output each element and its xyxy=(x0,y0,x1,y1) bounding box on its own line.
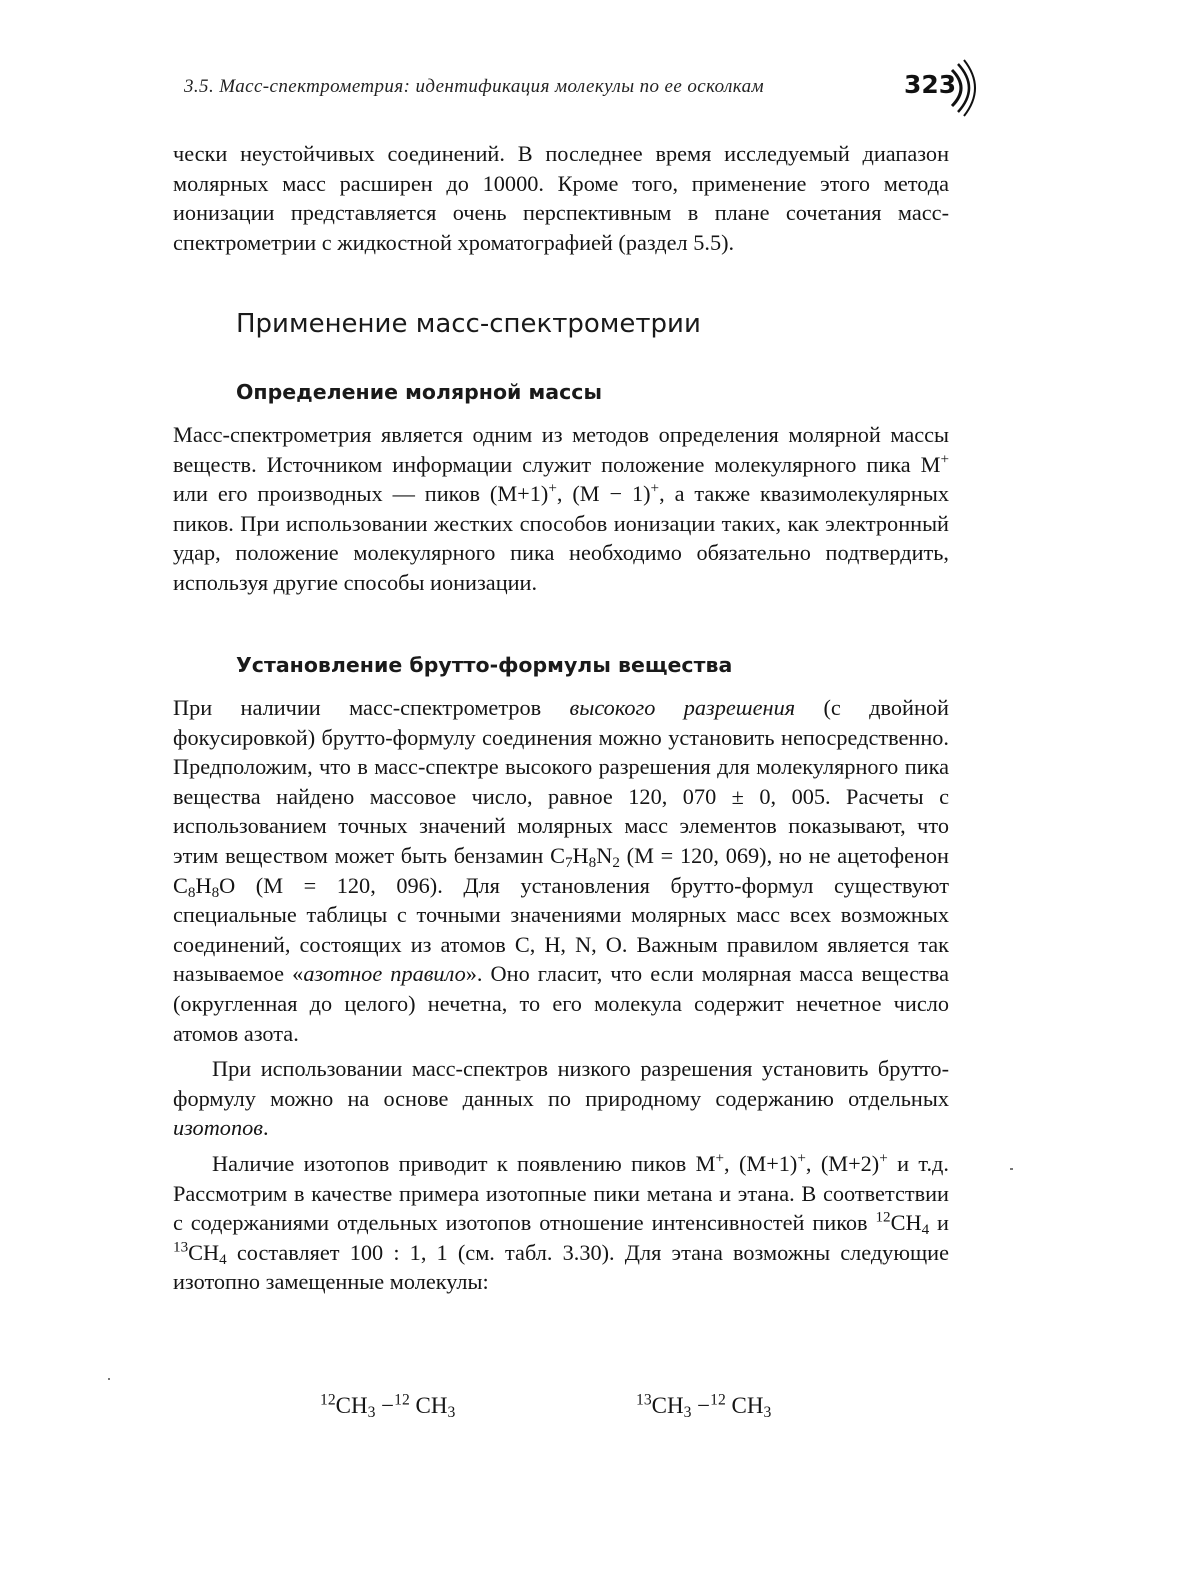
running-header-title: 3.5. Масс-спектрометрия: идентификация молекулы по ее осколкам xyxy=(184,76,765,97)
molar-mass-paragraph: Масс-спектрометрия является одним из методов определения молярной массы веществ. Источником информации служит положение молекулярного пика M+ или его производных — пиков (M+1)+, (M − 1)+, а также квазимолекулярных пиков. При использовании жестких способов ионизации таких, как электронный удар, положение молекулярного пика необходимо обязательно подтвердить, используя другие способы ионизации. xyxy=(173,422,949,595)
formula-13ch3-12ch3: $^{13}CH_3 -^{12}$ $CH_3$ xyxy=(636,1391,772,1421)
isotope-peaks-paragraph: Наличие изотопов приводит к появлению пиков M+, (M+1)+, (M+2)+ и т.д. Рассмотрим в качестве примера изотопные пики метана и этана. В соответствии с содержаниями отдельных изотопов отношение интенсивностей пиков $^{12}CH_4$ и $^{13}CH_4$ составляет 100 : 1, 1 (см. табл. 3.30). Для этана возможны следующие изотопно замещенные молекулы: xyxy=(173,1149,949,1295)
high-resolution-paragraph: При наличии масс-спектрометров высокого разрешения (с двойной фокусировкой) брутто-формулу соединения можно установить непосредственно. Предположим, что в масс-спектре высокого разрешения для молекулярного пика вещества найдено массовое число, равное 120, 070 ± 0, 005. Расчеты с использованием точных значений молярных масс элементов показывают, что этим веществом может быть бензамин $C_7H_8N_2$ (M = 120, 069), но не ацетофенон $C_8H_8O$ (M = 120, 096). Для установления брутто-формул существуют специальные таблицы с точными значениями молярных масс всех возможных соединений, состоящих из атомов C, H, N, O. Важным правилом является так называемое «азотное правило». Оно гласит, что если молярная масса вещества (округленная до целого) нечетна, то его молекула содержит нечетное число атомов азота. xyxy=(173,695,950,1046)
term-nitrogen-rule: азотное правило xyxy=(303,961,466,987)
subsection-heading-gross-formula: Установление брутто-формулы вещества xyxy=(236,653,733,677)
scan-speck xyxy=(108,1378,110,1380)
page-number: 323 xyxy=(904,70,957,99)
term-isotopes: изотопов xyxy=(173,1115,263,1141)
subsection-heading-molar-mass: Определение молярной массы xyxy=(236,380,602,404)
low-resolution-paragraph: При использовании масс-спектров низкого разрешения установить брутто-формулу можно на основе данных по природному содержанию отдельных изотопов. xyxy=(173,1056,949,1141)
intro-paragraph-block xyxy=(173,139,949,257)
scan-speck xyxy=(1010,1168,1013,1170)
formula-12ch3-12ch3: $^{12}CH_3 -^{12}$ $CH_3$ xyxy=(320,1391,456,1421)
section-heading: Применение масс-спектрометрии xyxy=(236,309,701,339)
intro-paragraph: чески неустойчивых соединений. В последнее время исследуемый диапазон молярных масс расширен до 10000. Кроме того, применение этого метода ионизации представляется очень перспективным в плане сочетания масс-спектрометрии с жидкостной хроматографией (раздел 5.5). xyxy=(173,141,949,255)
page-number-arcs-decoration xyxy=(948,58,978,118)
term-high-resolution: высокого разрешения xyxy=(569,695,796,720)
molar-mass-paragraph-block xyxy=(173,420,949,598)
gross-formula-text-block xyxy=(173,693,949,1297)
